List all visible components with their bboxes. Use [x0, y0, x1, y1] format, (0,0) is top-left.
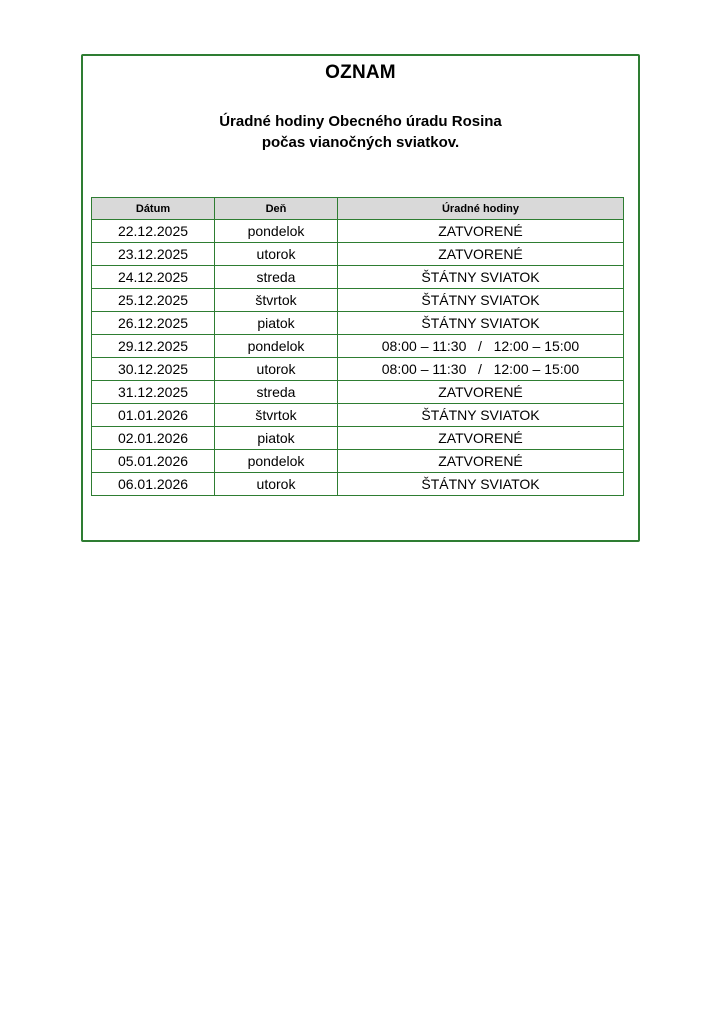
cell-date: 29.12.2025 [92, 335, 215, 358]
table-row [92, 358, 624, 381]
cell-day: štvrtok [215, 289, 338, 312]
cell-hours: ZATVORENÉ [338, 450, 624, 473]
table-row [92, 220, 624, 243]
cell-hours: 08:00 – 11:30 / 12:00 – 15:00 [338, 358, 624, 381]
header-date: Dátum [92, 198, 215, 220]
notice-title: OZNAM [325, 62, 396, 83]
table-header-row [92, 198, 624, 220]
table-row [92, 450, 624, 473]
cell-date: 05.01.2026 [92, 450, 215, 473]
cell-hours: ZATVORENÉ [338, 427, 624, 450]
cell-day: utorok [215, 243, 338, 266]
table-row [92, 427, 624, 450]
cell-hours: ZATVORENÉ [338, 381, 624, 404]
cell-day: streda [215, 381, 338, 404]
table-row [92, 289, 624, 312]
table-row [92, 335, 624, 358]
cell-day: piatok [215, 312, 338, 335]
table-row [92, 266, 624, 289]
cell-hours: ŠTÁTNY SVIATOK [338, 473, 624, 496]
table-row [92, 473, 624, 496]
cell-date: 31.12.2025 [92, 381, 215, 404]
table-row [92, 381, 624, 404]
header-hours: Úradné hodiny [338, 198, 624, 220]
cell-date: 01.01.2026 [92, 404, 215, 427]
table-row [92, 243, 624, 266]
cell-day: pondelok [215, 450, 338, 473]
cell-day: utorok [215, 358, 338, 381]
cell-date: 22.12.2025 [92, 220, 215, 243]
cell-day: piatok [215, 427, 338, 450]
subtitle-line-1: Úradné hodiny Obecného úradu Rosina [219, 113, 502, 130]
cell-hours: ŠTÁTNY SVIATOK [338, 266, 624, 289]
cell-hours: ŠTÁTNY SVIATOK [338, 312, 624, 335]
cell-date: 06.01.2026 [92, 473, 215, 496]
cell-hours: ŠTÁTNY SVIATOK [338, 289, 624, 312]
notice-subtitle [83, 111, 638, 153]
cell-date: 02.01.2026 [92, 427, 215, 450]
cell-date: 23.12.2025 [92, 243, 215, 266]
notice-frame [81, 54, 640, 542]
cell-hours: ŠTÁTNY SVIATOK [338, 404, 624, 427]
cell-hours: ZATVORENÉ [338, 243, 624, 266]
cell-hours: 08:00 – 11:30 / 12:00 – 15:00 [338, 335, 624, 358]
header-day: Deň [215, 198, 338, 220]
cell-date: 25.12.2025 [92, 289, 215, 312]
cell-hours: ZATVORENÉ [338, 220, 624, 243]
office-hours-table [91, 197, 624, 496]
table-row [92, 404, 624, 427]
cell-day: streda [215, 266, 338, 289]
table-row [92, 312, 624, 335]
cell-date: 30.12.2025 [92, 358, 215, 381]
cell-day: utorok [215, 473, 338, 496]
cell-date: 26.12.2025 [92, 312, 215, 335]
subtitle-line-2: počas vianočných sviatkov. [261, 134, 460, 151]
cell-day: pondelok [215, 220, 338, 243]
cell-day: štvrtok [215, 404, 338, 427]
cell-day: pondelok [215, 335, 338, 358]
cell-date: 24.12.2025 [92, 266, 215, 289]
